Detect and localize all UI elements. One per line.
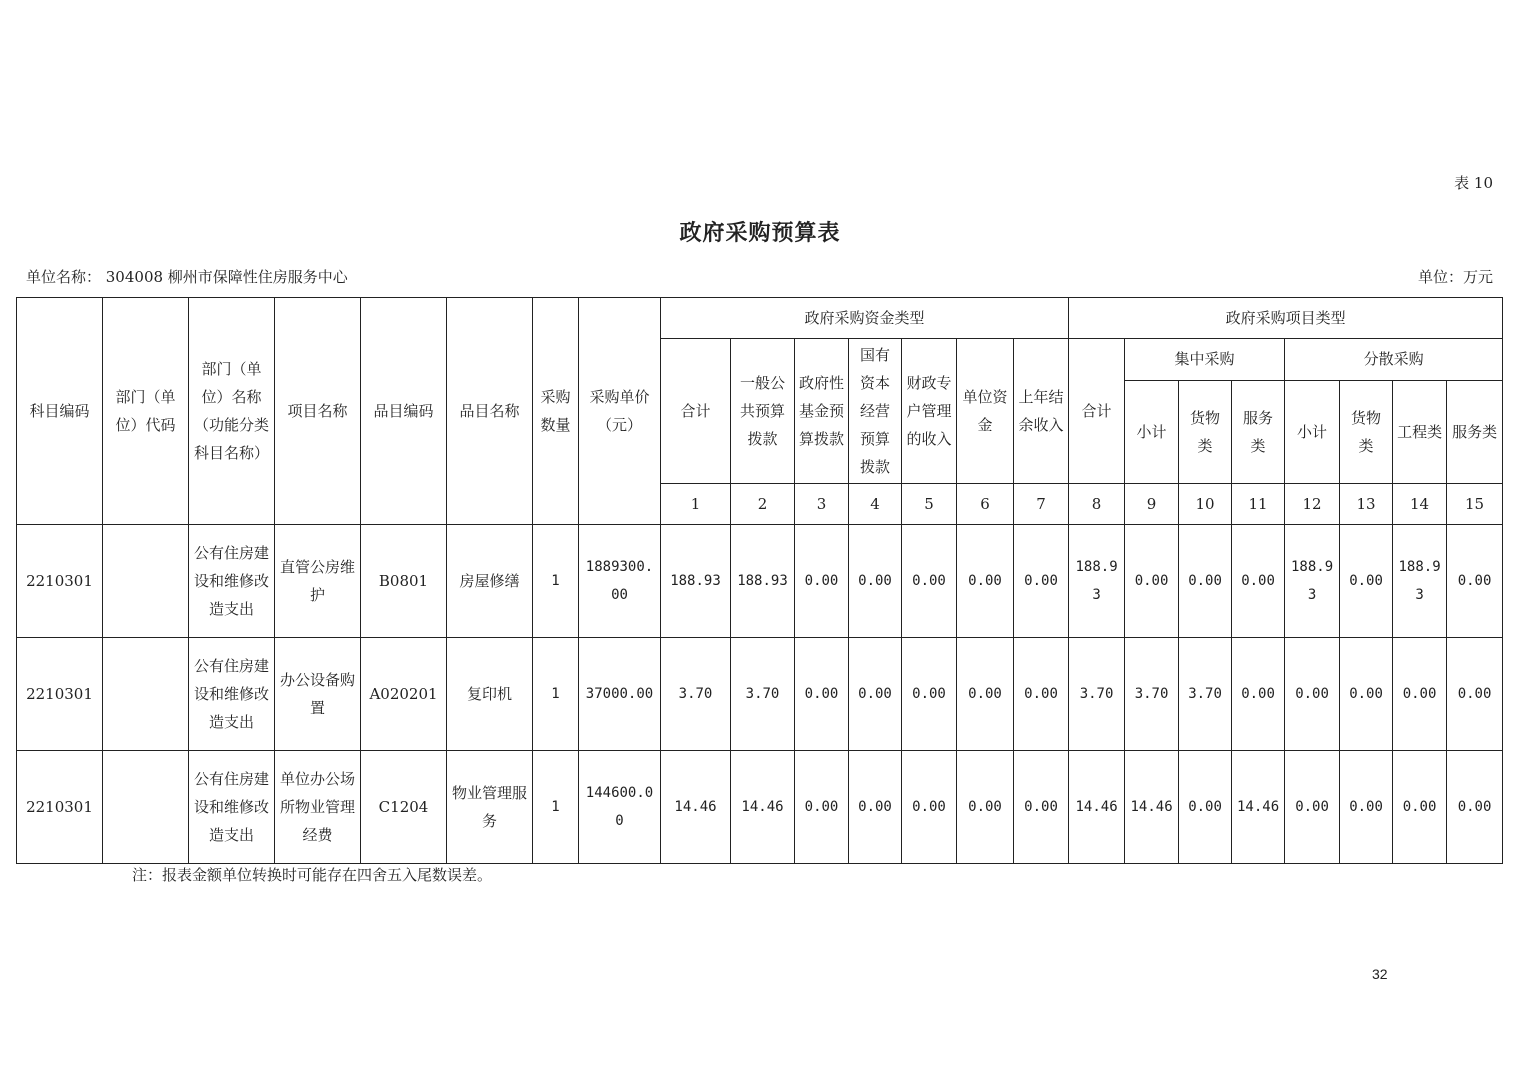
header-unit-price: 采购单价（元） [579,298,661,525]
cell-subject-code: 2210301 [17,751,103,864]
col-number: 3 [795,484,849,525]
col-number: 13 [1340,484,1393,525]
cell-value: 14.46 [1069,751,1125,864]
cell-value: 0.00 [902,751,957,864]
cell-value: 0.00 [795,638,849,751]
cell-dept-code [103,525,189,638]
cell-quantity: 1 [533,751,579,864]
cell-item-code: B0801 [361,525,447,638]
cell-value: 188.93 [661,525,731,638]
cell-value: 0.00 [1393,638,1447,751]
col-number: 1 [661,484,731,525]
cell-value: 0.00 [1393,751,1447,864]
cell-value: 14.46 [661,751,731,864]
cell-quantity: 1 [533,525,579,638]
cell-value: 0.00 [1447,751,1503,864]
table-row [17,638,1503,751]
header-state-capital: 国有资本经营预算拨款 [849,339,902,484]
header-c-services: 服务类 [1232,380,1285,483]
cell-unit-price: 37000.00 [579,638,661,751]
cell-subject-code: 2210301 [17,525,103,638]
header-gov-fund: 政府性基金预算拨款 [795,339,849,484]
header-project-total: 合计 [1069,339,1125,484]
cell-value: 0.00 [1285,638,1340,751]
cell-dept-name: 公有住房建设和维修改造支出 [189,525,275,638]
cell-value: 0.00 [1125,525,1179,638]
header-general-budget: 一般公共预算拨款 [731,339,795,484]
unit-name: 单位名称： 304008 柳州市保障性住房服务中心 [26,268,348,286]
cell-value: 0.00 [1340,751,1393,864]
cell-item-name: 复印机 [447,638,533,751]
cell-dept-code [103,751,189,864]
cell-value: 188.93 [731,525,795,638]
header-c-goods: 货物类 [1179,380,1232,483]
table-number: 表 10 [1454,174,1493,192]
cell-value: 0.00 [1340,638,1393,751]
cell-value: 0.00 [902,638,957,751]
cell-quantity: 1 [533,638,579,751]
cell-value: 0.00 [1014,638,1069,751]
cell-unit-price: 144600.00 [579,751,661,864]
col-number: 4 [849,484,902,525]
col-number: 6 [957,484,1014,525]
cell-value: 0.00 [1014,525,1069,638]
cell-value: 0.00 [957,525,1014,638]
footnote: 注：报表金额单位转换时可能存在四舍五入尾数误差。 [132,866,493,884]
cell-dept-name: 公有住房建设和维修改造支出 [189,638,275,751]
header-d-subtotal: 小计 [1285,380,1340,483]
header-d-goods: 货物类 [1340,380,1393,483]
cell-value: 0.00 [849,638,902,751]
header-item-name: 品目名称 [447,298,533,525]
header-carryover: 上年结余收入 [1014,339,1069,484]
cell-item-code: C1204 [361,751,447,864]
header-unit-fund: 单位资金 [957,339,1014,484]
cell-value: 188.93 [1285,525,1340,638]
header-dept-code: 部门（单位）代码 [103,298,189,525]
header-fund-type: 政府采购资金类型 [661,298,1069,339]
cell-value: 14.46 [1125,751,1179,864]
procurement-budget-table [16,297,1503,864]
currency-unit: 单位：万元 [1417,268,1493,286]
cell-value: 0.00 [1340,525,1393,638]
cell-value: 0.00 [849,751,902,864]
col-number: 11 [1232,484,1285,525]
cell-value: 14.46 [731,751,795,864]
table-row [17,525,1503,638]
cell-project-name: 办公设备购置 [275,638,361,751]
cell-value: 0.00 [902,525,957,638]
cell-value: 188.93 [1069,525,1125,638]
cell-value: 0.00 [957,638,1014,751]
cell-value: 0.00 [1014,751,1069,864]
cell-value: 0.00 [957,751,1014,864]
cell-value: 3.70 [731,638,795,751]
cell-value: 188.93 [1393,525,1447,638]
page-number: 32 [1372,966,1388,982]
col-number: 7 [1014,484,1069,525]
cell-item-name: 房屋修缮 [447,525,533,638]
header-special-account: 财政专户管理的收入 [902,339,957,484]
cell-project-name: 单位办公场所物业管理经费 [275,751,361,864]
col-number: 2 [731,484,795,525]
header-subject-code: 科目编码 [17,298,103,525]
header-item-code: 品目编码 [361,298,447,525]
header-decentralized: 分散采购 [1285,339,1503,381]
cell-value: 3.70 [1125,638,1179,751]
header-c-subtotal: 小计 [1125,380,1179,483]
cell-value: 0.00 [795,525,849,638]
cell-value: 3.70 [661,638,731,751]
table-row [17,751,1503,864]
header-centralized: 集中采购 [1125,339,1285,381]
cell-value: 0.00 [1447,638,1503,751]
col-number: 12 [1285,484,1340,525]
col-number: 14 [1393,484,1447,525]
cell-value: 3.70 [1179,638,1232,751]
header-project-type: 政府采购项目类型 [1069,298,1503,339]
header-d-works: 工程类 [1393,380,1447,483]
header-project-name: 项目名称 [275,298,361,525]
cell-value: 14.46 [1232,751,1285,864]
header-fund-total: 合计 [661,339,731,484]
cell-value: 0.00 [1285,751,1340,864]
cell-dept-name: 公有住房建设和维修改造支出 [189,751,275,864]
cell-value: 0.00 [1232,638,1285,751]
col-number: 5 [902,484,957,525]
col-number: 8 [1069,484,1125,525]
cell-value: 0.00 [1447,525,1503,638]
header-dept-name: 部门（单位）名称（功能分类科目名称） [189,298,275,525]
cell-dept-code [103,638,189,751]
header-d-services: 服务类 [1447,380,1503,483]
col-number: 9 [1125,484,1179,525]
col-number: 15 [1447,484,1503,525]
cell-value: 3.70 [1069,638,1125,751]
cell-item-name: 物业管理服务 [447,751,533,864]
col-number: 10 [1179,484,1232,525]
cell-subject-code: 2210301 [17,638,103,751]
cell-item-code: A020201 [361,638,447,751]
header-quantity: 采购数量 [533,298,579,525]
cell-project-name: 直管公房维护 [275,525,361,638]
cell-value: 0.00 [849,525,902,638]
cell-unit-price: 1889300.00 [579,525,661,638]
cell-value: 0.00 [1179,525,1232,638]
cell-value: 0.00 [795,751,849,864]
cell-value: 0.00 [1232,525,1285,638]
cell-value: 0.00 [1179,751,1232,864]
page-title: 政府采购预算表 [679,220,841,246]
